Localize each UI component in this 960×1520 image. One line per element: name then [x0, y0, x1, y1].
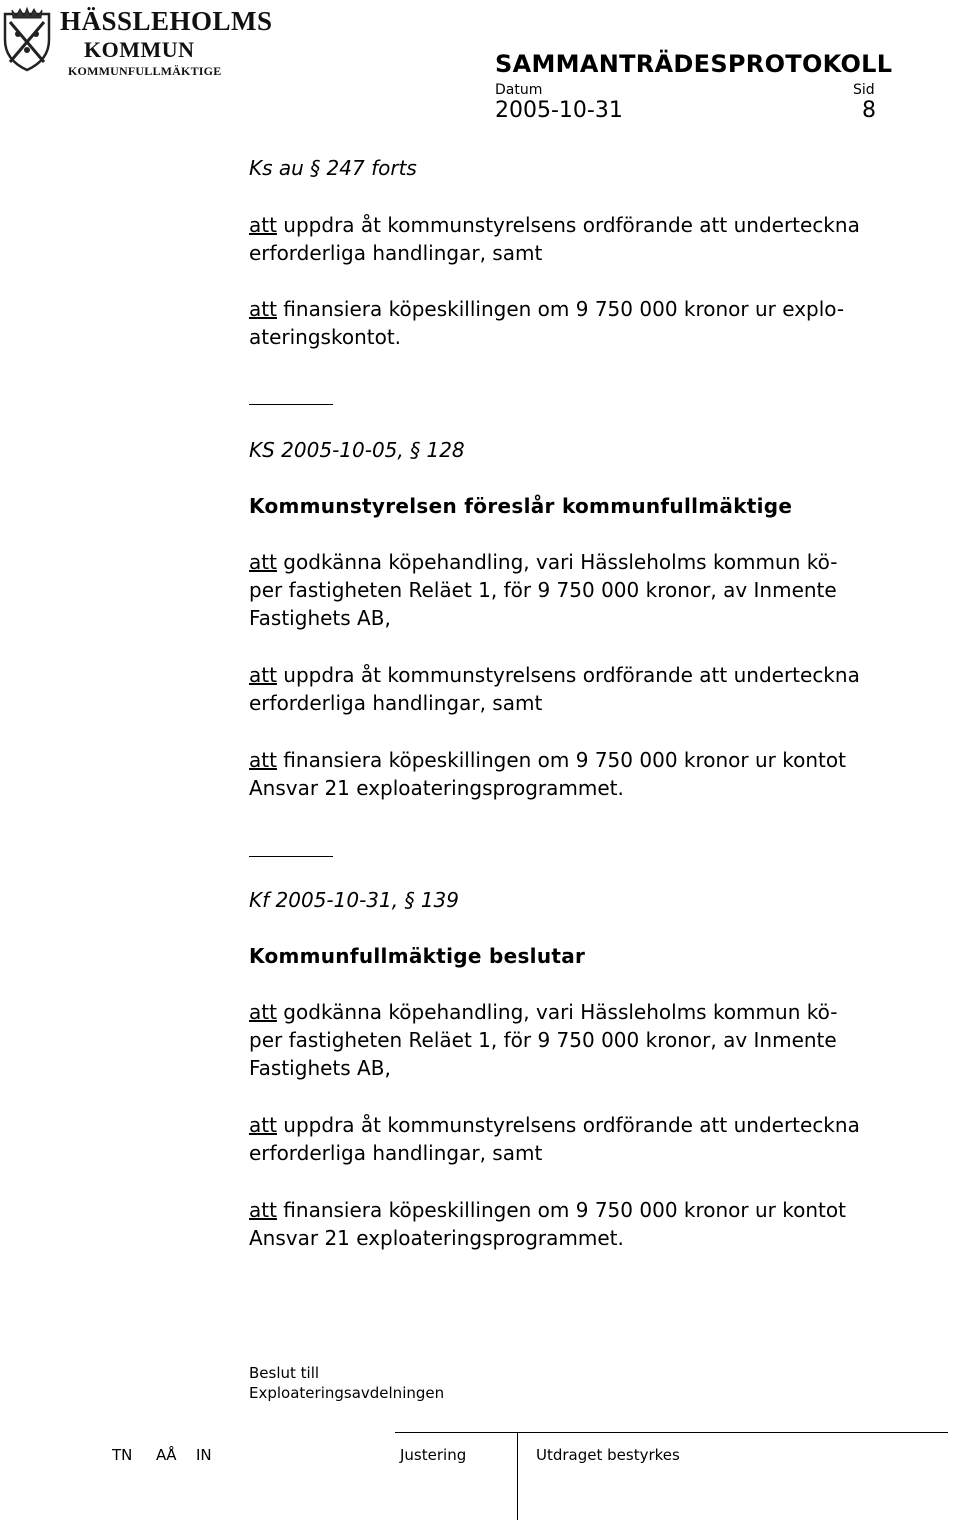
- distribution-label: Beslut till: [249, 1364, 320, 1382]
- paragraph-b1: att godkänna köpehandling, vari Hässleholms kommun kö- per fastigheten Reläet 1, för 9 750 000 kronor, av Inmente Fastighets AB,: [249, 550, 838, 630]
- page-label: Sid: [853, 82, 875, 98]
- att-keyword: att: [249, 1113, 277, 1137]
- municipality-logo: [2, 4, 273, 80]
- att-keyword: att: [249, 213, 277, 237]
- footer-divider: [395, 1432, 948, 1433]
- document-title: SAMMANTRÄDESPROTOKOLL: [495, 50, 893, 78]
- paragraph-a2: att finansiera köpeskillingen om 9 750 000 kronor ur explo- ateringskontot.: [249, 297, 845, 349]
- footer-initials-1: TN: [112, 1446, 133, 1464]
- paragraph-c1: att godkänna köpehandling, vari Hässleholms kommun kö- per fastigheten Reläet 1, för 9 750 000 kronor, av Inmente Fastighets AB,: [249, 1000, 838, 1080]
- reference-ks: KS 2005-10-05, § 128: [249, 438, 465, 462]
- paragraph-b2: att uppdra åt kommunstyrelsens ordförande att underteckna erforderliga handlingar, samt: [249, 663, 860, 715]
- paragraph-b3: att finansiera köpeskillingen om 9 750 000 kronor ur kontot Ansvar 21 exploateringsprogrammet.: [249, 748, 846, 800]
- reference-kf: Kf 2005-10-31, § 139: [249, 888, 459, 912]
- paragraph-a1: att uppdra åt kommunstyrelsens ordförande att underteckna erforderliga handlingar, samt: [249, 213, 860, 265]
- separator: [249, 856, 333, 857]
- coat-of-arms-icon: [2, 6, 52, 72]
- separator: [249, 404, 333, 405]
- paragraph-c2: att uppdra åt kommunstyrelsens ordförande att underteckna erforderliga handlingar, samt: [249, 1113, 860, 1165]
- date-value: 2005-10-31: [495, 98, 623, 123]
- footer-initials-2: AÅ: [156, 1446, 177, 1464]
- heading-kf-decision: Kommunfullmäktige beslutar: [249, 944, 586, 968]
- footer-column-divider: [517, 1432, 518, 1520]
- att-keyword: att: [249, 297, 277, 321]
- att-keyword: att: [249, 550, 277, 574]
- heading-ks-proposal: Kommunstyrelsen föreslår kommunfullmäktige: [249, 494, 793, 518]
- logo-line-3: KOMMUNFULLMÄKTIGE: [68, 64, 222, 78]
- logo-line-2: KOMMUN: [84, 37, 195, 62]
- att-keyword: att: [249, 1000, 277, 1024]
- logo-line-1: HÄSSLEHOLMS: [60, 6, 273, 36]
- distribution-recipient: Exploateringsavdelningen: [249, 1384, 445, 1402]
- att-keyword: att: [249, 663, 277, 687]
- reference-ks-au: Ks au § 247 forts: [249, 156, 417, 180]
- footer-initials-3: IN: [196, 1446, 212, 1464]
- footer-utdraget-label: Utdraget bestyrkes: [536, 1446, 680, 1464]
- footer-justering-label: Justering: [400, 1446, 467, 1464]
- att-keyword: att: [249, 748, 277, 772]
- att-keyword: att: [249, 1198, 277, 1222]
- date-label: Datum: [495, 82, 543, 98]
- paragraph-c3: att finansiera köpeskillingen om 9 750 000 kronor ur kontot Ansvar 21 exploateringsprogrammet.: [249, 1198, 846, 1250]
- page-number: 8: [862, 98, 876, 123]
